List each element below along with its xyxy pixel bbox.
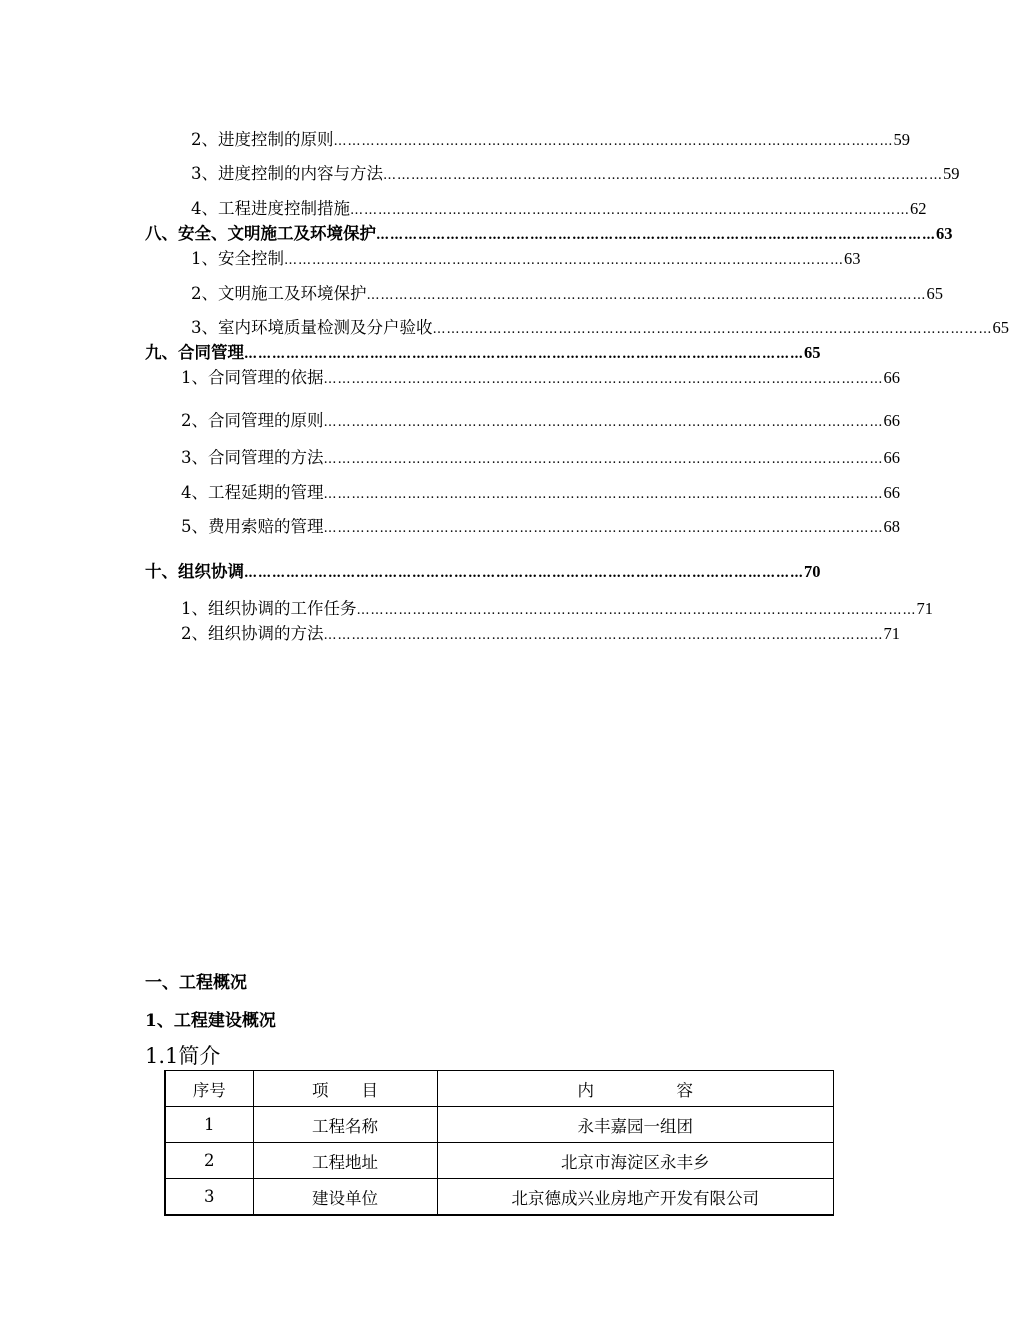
toc-leader-dots: ………………………………………………………………………………………………………… <box>323 628 884 643</box>
toc-entry-label: 3、进度控制的内容与方法 <box>191 164 383 183</box>
table-cell: 1 <box>165 1107 253 1143</box>
toc-entry-page: 66 <box>883 483 900 502</box>
toc-entry-label: 2、合同管理的原则 <box>181 411 324 430</box>
toc-leader-dots: ………………………………………………………………………………………………………… <box>323 521 884 536</box>
table-cell: 3 <box>165 1179 253 1216</box>
toc-entry-label: 3、室内环境质量检测及分户验收 <box>191 318 433 337</box>
toc-entry-page: 66 <box>883 411 900 430</box>
table-cell: 永丰嘉园一组团 <box>437 1107 834 1143</box>
toc-leader-dots: ………………………………………………………………………………………………………… <box>366 288 927 303</box>
toc-entry-page: 65 <box>992 318 1009 337</box>
toc-entry[interactable] <box>191 160 960 184</box>
table-row <box>165 1107 834 1143</box>
toc-entry-page: 62 <box>910 199 927 218</box>
toc-entry[interactable] <box>191 245 861 269</box>
table-header-cell: 内 容 <box>437 1071 834 1107</box>
toc-entry[interactable] <box>181 620 900 644</box>
toc-entry-page: 71 <box>916 599 933 618</box>
toc-leader-dots: ………………………………………………………………………………………………………… <box>383 168 943 183</box>
toc-entry-label: 十、组织协调 <box>145 562 244 581</box>
table-header-cell: 项 目 <box>253 1071 437 1107</box>
toc-chapter[interactable] <box>145 339 821 363</box>
toc-entry[interactable] <box>181 364 900 388</box>
toc-entry-label: 1、安全控制 <box>191 249 284 268</box>
toc-entry-page: 66 <box>883 448 900 467</box>
toc-chapter[interactable] <box>145 220 953 244</box>
toc-entry[interactable] <box>191 126 910 150</box>
toc-entry-page: 71 <box>883 624 900 643</box>
table-cell: 建设单位 <box>253 1179 437 1216</box>
toc-entry-page: 63 <box>844 249 861 268</box>
toc-entry[interactable] <box>181 407 900 431</box>
toc-entry[interactable] <box>181 444 900 468</box>
table-cell: 工程地址 <box>253 1143 437 1179</box>
toc-leader-dots: ………………………………………………………………………………………………………… <box>284 253 844 268</box>
toc-entry-label: 5、费用索赔的管理 <box>181 517 324 536</box>
toc-entry-label: 1、组织协调的工作任务 <box>181 599 357 618</box>
toc-entry-page: 65 <box>926 284 943 303</box>
toc-entry-page: 66 <box>883 368 900 387</box>
subtitle: 1.1简介 <box>145 1044 221 1068</box>
toc-entry-label: 1、合同管理的依据 <box>181 368 324 387</box>
toc-entry-page: 59 <box>943 164 960 183</box>
toc-leader-dots: ………………………………………………………………………………………………………… <box>323 452 884 467</box>
toc-entry-label: 3、合同管理的方法 <box>181 448 324 467</box>
table-cell: 北京德成兴业房地产开发有限公司 <box>437 1179 834 1216</box>
toc-entry[interactable] <box>191 314 1009 338</box>
toc-leader-dots: ………………………………………………………………………………………………………… <box>244 566 804 581</box>
toc-leader-dots: ………………………………………………………………………………………………………… <box>323 487 884 502</box>
toc-entry[interactable] <box>181 595 933 619</box>
toc-leader-dots: ………………………………………………………………………………………………………… <box>432 322 993 337</box>
table-header-row <box>165 1071 834 1107</box>
toc-leader-dots: ………………………………………………………………………………………………………… <box>356 603 917 618</box>
toc-leader-dots: ………………………………………………………………………………………………………… <box>323 372 884 387</box>
toc-leader-dots: ………………………………………………………………………………………………………… <box>323 415 884 430</box>
toc-leader-dots: ………………………………………………………………………………………………………… <box>333 134 894 149</box>
toc-entry[interactable] <box>181 479 900 503</box>
toc-entry-page: 63 <box>936 224 953 243</box>
toc-entry-page: 68 <box>883 517 900 536</box>
section-heading: 一、工程概况 <box>145 973 247 993</box>
toc-leader-dots: ………………………………………………………………………………………………………… <box>350 203 910 218</box>
toc-chapter[interactable] <box>145 558 821 582</box>
toc-entry[interactable] <box>181 513 900 537</box>
toc-entry-label: 4、工程进度控制措施 <box>191 199 350 218</box>
table-header-cell: 序号 <box>165 1071 253 1107</box>
toc-entry-label: 八、安全、文明施工及环境保护 <box>145 224 376 243</box>
table-row <box>165 1143 834 1179</box>
toc-entry-label: 4、工程延期的管理 <box>181 483 324 502</box>
toc-entry[interactable] <box>191 280 943 304</box>
toc-entry-page: 59 <box>893 130 910 149</box>
sub-heading: 1、工程建设概况 <box>145 1011 276 1031</box>
toc-entry-label: 2、进度控制的原则 <box>191 130 334 149</box>
toc-leader-dots: ………………………………………………………………………………………………………… <box>376 228 936 243</box>
table-row <box>165 1179 834 1216</box>
toc-entry[interactable] <box>191 195 927 219</box>
toc-entry-label: 2、文明施工及环境保护 <box>191 284 367 303</box>
toc-entry-label: 2、组织协调的方法 <box>181 624 324 643</box>
table-cell: 工程名称 <box>253 1107 437 1143</box>
project-info-table <box>164 1070 834 1216</box>
toc-entry-page: 65 <box>804 343 821 362</box>
table-cell: 2 <box>165 1143 253 1179</box>
toc-leader-dots: ………………………………………………………………………………………………………… <box>244 347 804 362</box>
toc-entry-label: 九、合同管理 <box>145 343 244 362</box>
table-cell: 北京市海淀区永丰乡 <box>437 1143 834 1179</box>
toc-entry-page: 70 <box>804 562 821 581</box>
